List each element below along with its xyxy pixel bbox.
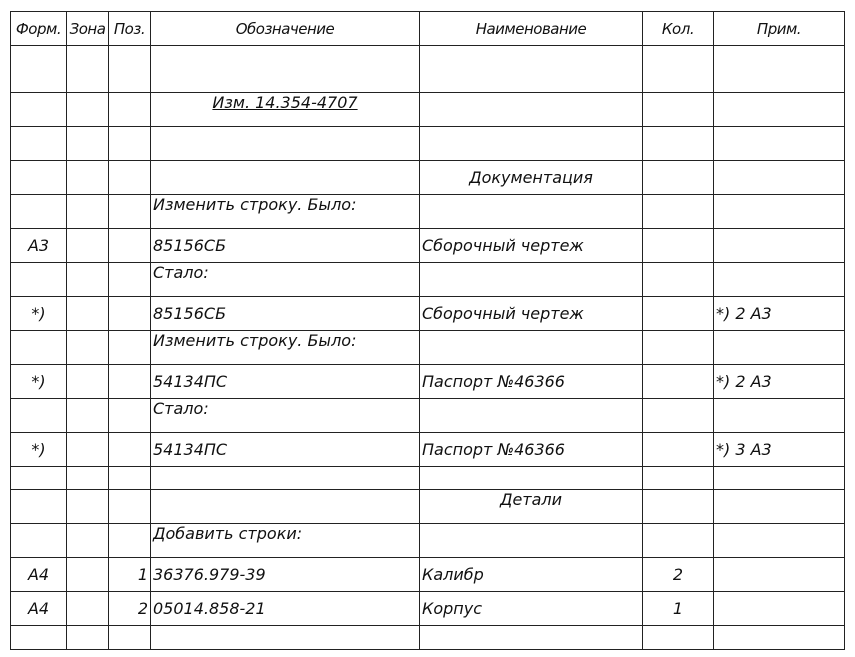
form-cell: A4: [11, 592, 67, 626]
table-row: [11, 558, 845, 592]
section-row: [11, 490, 845, 524]
header-note: Прим.: [714, 12, 845, 46]
note-cell: *) 3 A3: [714, 433, 845, 467]
form-cell: *): [11, 365, 67, 399]
name-cell: Сборочный чертеж: [420, 229, 643, 263]
form-cell: *): [11, 433, 67, 467]
instruction-row: [11, 331, 845, 365]
designation-cell: 36376.979-39: [151, 558, 420, 592]
table-row: [11, 365, 845, 399]
name-cell: Паспорт №46366: [420, 433, 643, 467]
name-cell: Сборочный чертеж: [420, 297, 643, 331]
designation-cell: 85156СБ: [151, 297, 420, 331]
name-cell: Калибр: [420, 558, 643, 592]
table-row: [11, 467, 845, 490]
table-row: [11, 626, 845, 650]
designation-cell: 05014.858-21: [151, 592, 420, 626]
quantity-cell: 1: [643, 592, 714, 626]
section-documentation: Документация: [420, 161, 643, 195]
form-cell: *): [11, 297, 67, 331]
header-zone: Зона: [67, 12, 109, 46]
instruction-row: [11, 195, 845, 229]
header-form: Форм.: [11, 12, 67, 46]
change-reference: Изм. 14.354-4707: [212, 93, 358, 112]
position-cell: 2: [109, 592, 151, 626]
section-row: [11, 161, 845, 195]
table-row: [11, 297, 845, 331]
position-cell: 1: [109, 558, 151, 592]
designation-cell: 85156СБ: [151, 229, 420, 263]
instruction-row: [11, 263, 845, 297]
form-cell: A3: [11, 229, 67, 263]
instruction-became: Стало:: [151, 399, 420, 433]
header-name: Наименование: [420, 12, 643, 46]
instruction-add-rows: Добавить строки:: [151, 524, 420, 558]
table-row: [11, 93, 845, 127]
instruction-became: Стало:: [151, 263, 420, 297]
section-parts: Детали: [420, 490, 643, 524]
designation-cell: 54134ПС: [151, 433, 420, 467]
note-cell: *) 2 A3: [714, 297, 845, 331]
instruction-row: [11, 399, 845, 433]
table-row: [11, 127, 845, 161]
instruction-change-was: Изменить строку. Было:: [151, 331, 420, 365]
note-cell: [714, 229, 845, 263]
note-cell: *) 2 A3: [714, 365, 845, 399]
instruction-change-was: Изменить строку. Было:: [151, 195, 420, 229]
table-row: [11, 46, 845, 93]
header-qty: Кол.: [643, 12, 714, 46]
name-cell: Корпус: [420, 592, 643, 626]
header-pos: Поз.: [109, 12, 151, 46]
header-designation: Обозначение: [151, 12, 420, 46]
table-row: [11, 229, 845, 263]
table-row: [11, 592, 845, 626]
quantity-cell: 2: [643, 558, 714, 592]
specification-table: [10, 11, 845, 650]
designation-cell: 54134ПС: [151, 365, 420, 399]
header-row: [11, 12, 845, 46]
form-cell: A4: [11, 558, 67, 592]
name-cell: Паспорт №46366: [420, 365, 643, 399]
table-row: [11, 433, 845, 467]
instruction-row: [11, 524, 845, 558]
